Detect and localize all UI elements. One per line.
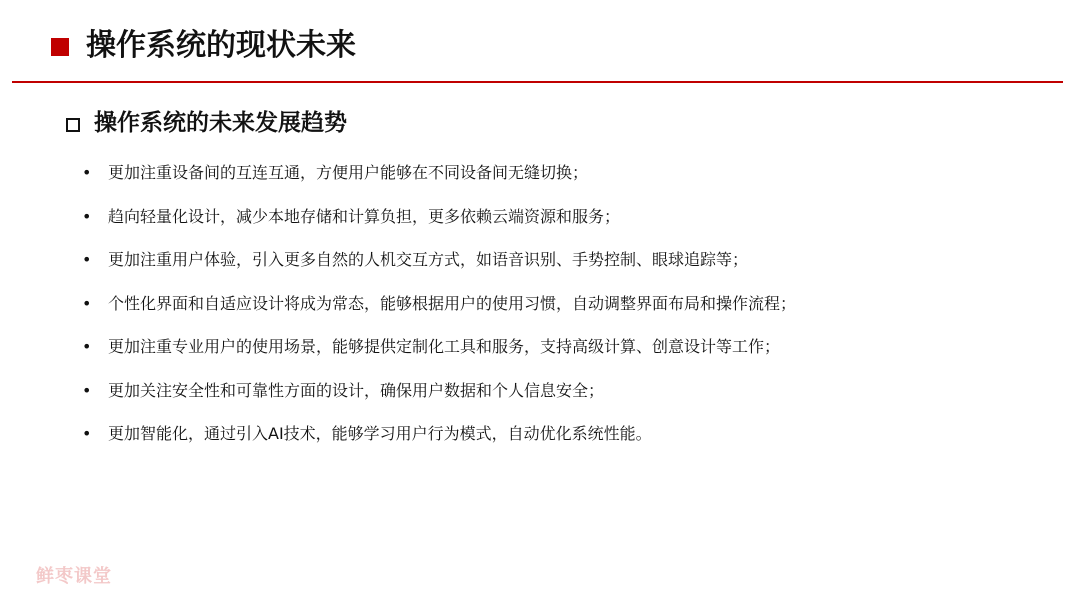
section-title: 操作系统的未来发展趋势 bbox=[94, 110, 347, 136]
bullet-text: 更加智能化，通过引入AI技术，能够学习用户行为模式，自动优化系统性能。 bbox=[108, 424, 652, 443]
slide-header bbox=[0, 0, 1080, 84]
red-square-icon bbox=[51, 38, 69, 56]
bullet-icon: • bbox=[82, 250, 92, 269]
bullet-icon: • bbox=[82, 424, 92, 443]
section-heading bbox=[66, 107, 1046, 141]
watermark-logo: 鲜枣课堂 bbox=[36, 566, 112, 587]
bullet-icon: • bbox=[82, 293, 92, 313]
bullet-text: 更加注重专业用户的使用场景，能够提供定制化工具和服务，支持高级计算、创意设计等工作； bbox=[108, 337, 781, 356]
bullet-text: 趋向轻量化设计，减少本地存储和计算负担，更多依赖云端资源和服务； bbox=[108, 206, 621, 226]
header-divider bbox=[12, 81, 1063, 83]
hollow-square-icon bbox=[66, 118, 80, 132]
bullet-text: 更加注重设备间的互连互通，方便用户能够在不同设备间无缝切换； bbox=[108, 163, 589, 182]
bullet-icon: • bbox=[82, 163, 92, 182]
page-title: 操作系统的现状未来 bbox=[86, 28, 356, 63]
trends-section bbox=[66, 107, 1046, 443]
bullet-text: 更加注重用户体验，引入更多自然的人机交互方式，如语音识别、手势控制、眼球追踪等； bbox=[108, 250, 749, 269]
bullet-icon: • bbox=[82, 206, 92, 226]
bullet-icon: • bbox=[82, 380, 92, 400]
bullet-text: 更加关注安全性和可靠性方面的设计，确保用户数据和个人信息安全； bbox=[108, 380, 605, 400]
bullet-text: 个性化界面和自适应设计将成为常态，能够根据用户的使用习惯，自动调整界面布局和操作流程； bbox=[108, 293, 797, 313]
bullet-icon: • bbox=[82, 337, 92, 356]
